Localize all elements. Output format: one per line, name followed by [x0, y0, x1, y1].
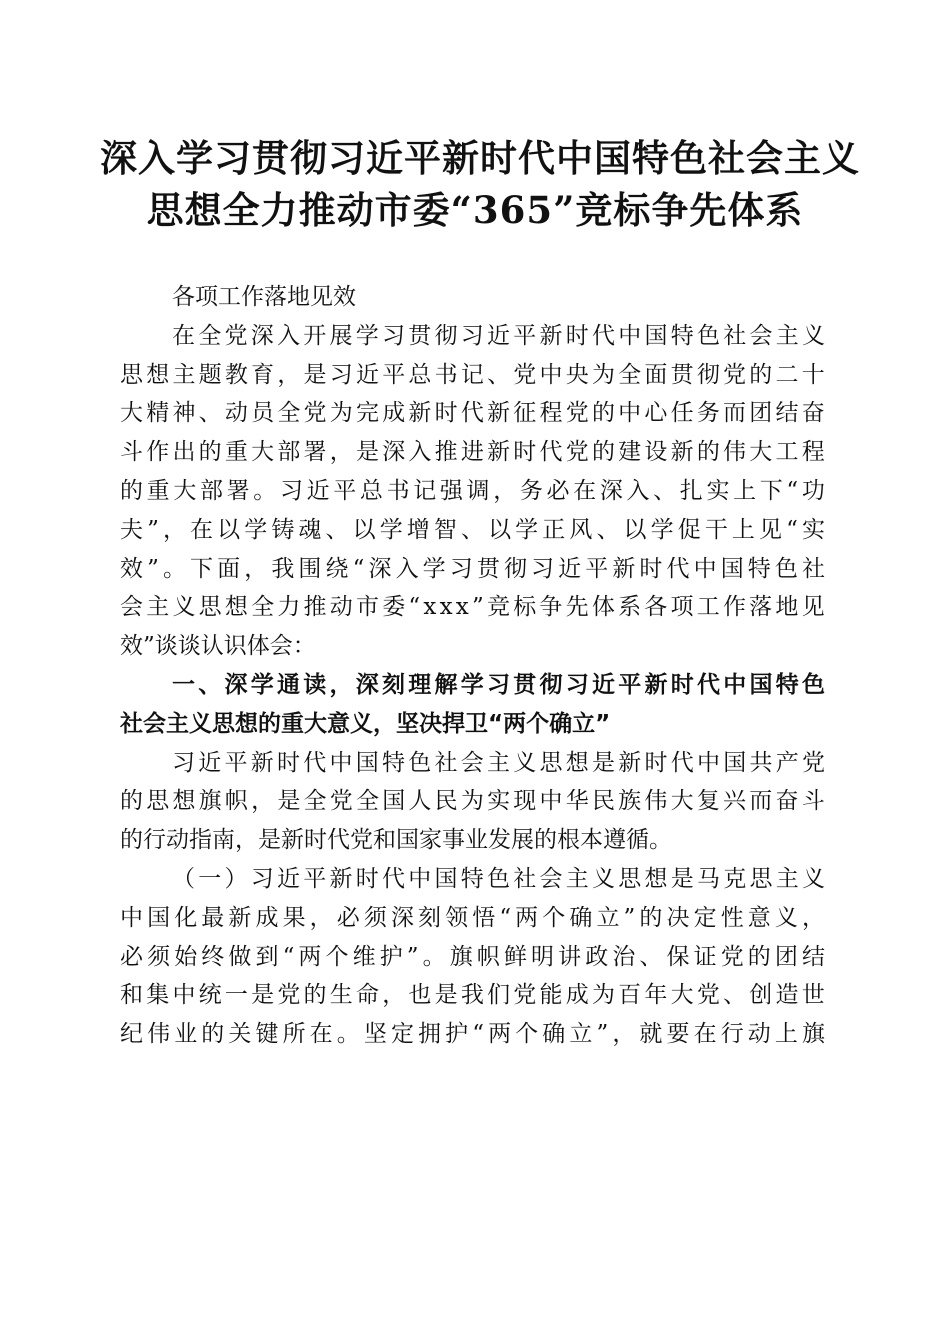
text-line: 中 国 化 最 新 成 果 ， 必 须 深 刻 领 悟 “ 两 个 确 立 ” 的 决 定 性 意 义 ， — [120, 904, 825, 931]
text-line: 斗 作 出 的 重 大 部 署 ， 是 深 入 推 进 新 时 代 党 的 建 设 新 的 伟 大 工 程 — [120, 439, 825, 466]
text-line: 的行动指南，是新时代党和国家事业发展的根本遵循。 — [120, 827, 672, 854]
heading-line: 一 、 深 学 通 读 ， 深 刻 理 解 学 习 贯 彻 习 近 平 新 时 代 中 国 特 色 — [172, 671, 825, 698]
text-line: 大 精 神 、 动 员 全 党 为 完 成 新 时 代 新 征 程 党 的 中 心 任 务 而 团 结 奋 — [120, 400, 825, 427]
document-body — [120, 278, 825, 1054]
heading-line: 社会主义思想的重大意义，坚决捍卫“两个确立” — [120, 710, 611, 737]
title-line-1: 深入学习贯彻习近平新时代中国特色社会主义 — [100, 136, 860, 180]
paragraph-3 — [120, 860, 825, 1054]
title-line-2: 思想全力推动市委“365”竞标争先体系 — [146, 188, 804, 232]
text-line: 效”谈谈认识体会： — [120, 633, 316, 660]
text-line: 思 想 主 题 教 育 ， 是 习 近 平 总 书 记 、 党 中 央 为 全 面 贯 彻 党 的 二 十 — [120, 361, 825, 388]
subtitle: 各项工作落地见效 — [172, 284, 356, 310]
intro-paragraph — [120, 317, 825, 666]
text-line: 的 思 想 旗 帜 ， 是 全 党 全 国 人 民 为 实 现 中 华 民 族 伟 大 复 兴 而 奋 斗 — [120, 788, 825, 815]
text-line: 在 全 党 深 入 开 展 学 习 贯 彻 习 近 平 新 时 代 中 国 特 色 社 会 主 义 — [172, 322, 825, 349]
text-line: 夫 ” ， 在 以 学 铸 魂 、 以 学 增 智 、 以 学 正 风 、 以 学 促 干 上 见 “ 实 — [120, 516, 825, 543]
text-line: 的 重 大 部 署 。 习 近 平 总 书 记 强 调 ， 务 必 在 深 入 、 扎 实 上 下 “ 功 — [120, 477, 825, 504]
text-line: （ 一 ） 习 近 平 新 时 代 中 国 特 色 社 会 主 义 思 想 是 马 克 思 主 义 — [172, 865, 825, 892]
text-line: 纪 伟 业 的 关 键 所 在 。 坚 定 拥 护 “ 两 个 确 立 ” ， 就 要 在 行 动 上 旗 — [120, 1021, 825, 1048]
paragraph-2 — [120, 744, 825, 860]
text-line: 效 ” 。 下 面 ， 我 围 绕 “ 深 入 学 习 贯 彻 习 近 平 新 时 代 中 国 特 色 社 — [120, 555, 825, 582]
text-line: 和 集 中 统 一 是 党 的 生 命 ， 也 是 我 们 党 能 成 为 百 年 大 党 、 创 造 世 — [120, 982, 825, 1009]
text-line: 会 主 义 思 想 全 力 推 动 市 委 “ x x x ” 竞 标 争 先 体 系 各 项 工 作 落 地 见 — [120, 594, 825, 621]
document-title — [100, 132, 860, 236]
text-line: 必 须 始 终 做 到 “ 两 个 维 护 ” 。 旗 帜 鲜 明 讲 政 治 、 保 证 党 的 团 结 — [120, 943, 825, 970]
section-heading-1 — [120, 666, 825, 744]
text-line: 习 近 平 新 时 代 中 国 特 色 社 会 主 义 思 想 是 新 时 代 中 国 共 产 党 — [172, 749, 825, 776]
